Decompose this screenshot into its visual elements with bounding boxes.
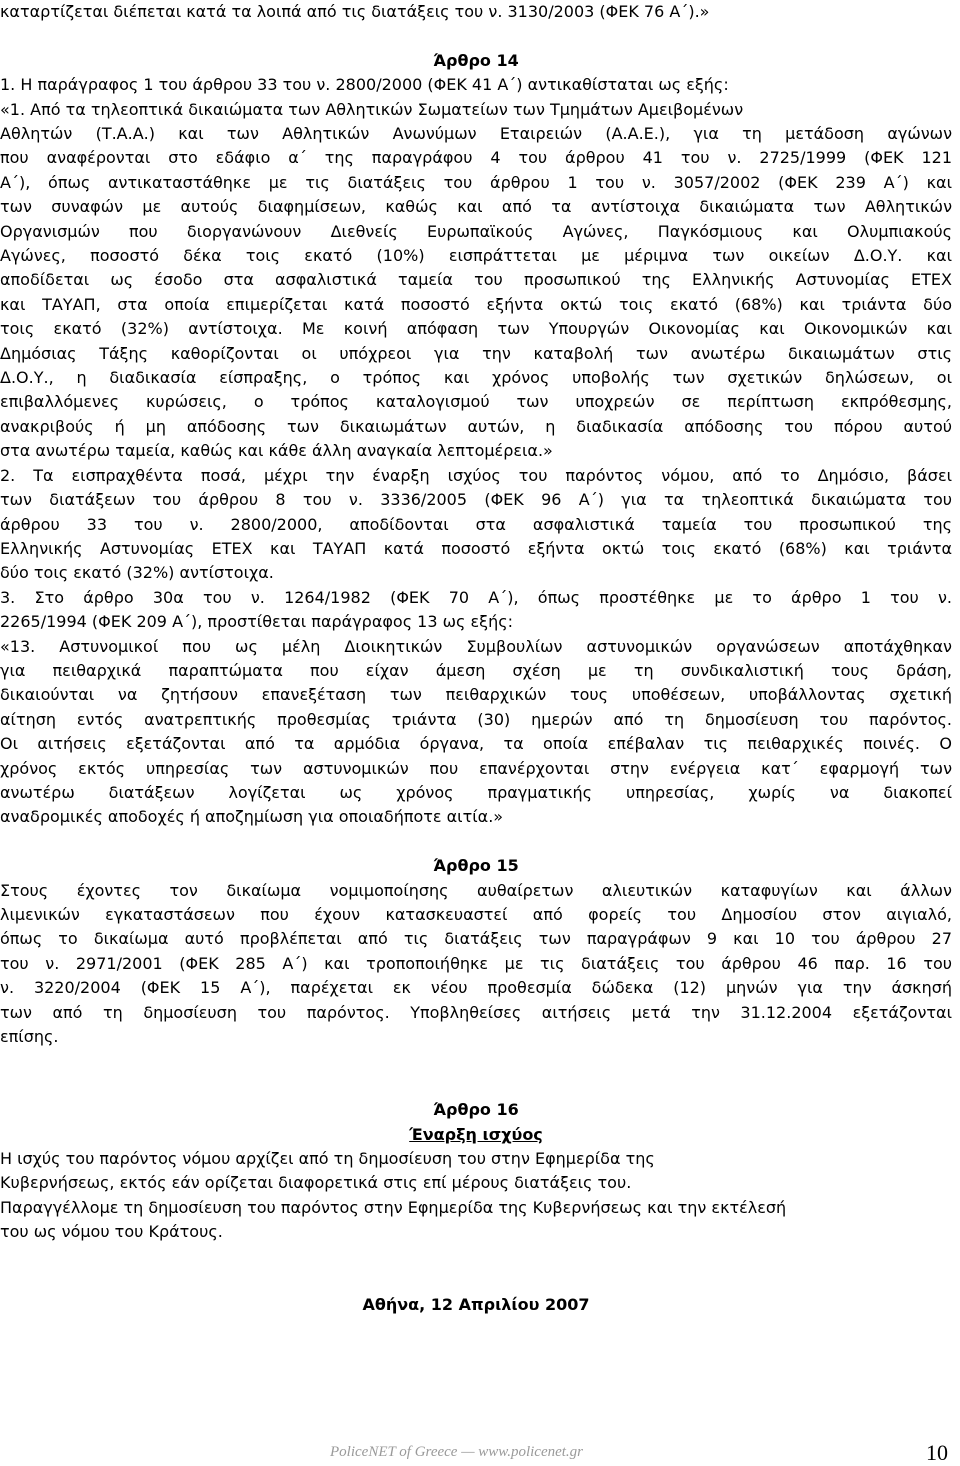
text-line: αποδίδεται ως έσοδο στα ασφαλιστικά ταμεία του προσωπικού της Ελληνικής Αστυνομίας ΕΤΕΧ [0,270,952,290]
text-line: Παραγγέλλομε τη δημοσίευση του παρόντος στην Εφημερίδα της Κυβερνήσεως και την εκτέλεσή [0,1197,787,1217]
text-line: Στους έχοντες τον δικαίωμα νομιμοποίησης αυθαίρετων αλιευτικών καταφυγίων και άλλων [0,880,952,900]
text-line: Οργανισμών που διοργανώνουν Διεθνείς Ευρωπαϊκούς Αγώνες, Παγκόσμιους και Ολυμπιακούς [0,221,952,241]
text-line: «1. Από τα τηλεοπτικά δικαιώματα των Αθλητικών Σωματείων των Τμημάτων Αμειβομένων [0,99,744,119]
text-line: του ως νόμου του Κράτους. [0,1222,223,1242]
text-line: Η ισχύς του παρόντος νόμου αρχίζει από τη δημοσίευση του στην Εφημερίδα της [0,1149,655,1169]
text-line: χρόνος εκτός υπηρεσίας των αστυνομικών που επανέρχονται στην ενέργεια κατ΄ εφαρμογή των [0,758,952,778]
text-line: που αναφέρονται στο εδάφιο α΄ της παραγράφου 4 του άρθρου 41 του ν. 2725/1999 (ΦΕΚ 121 [0,148,952,168]
text-line: ν. 3220/2004 (ΦΕΚ 15 Α΄), παρέχεται εκ νέου προθεσμία δώδεκα (12) μηνών για την άσκησή [0,978,952,998]
text-line: Ελληνικής Αστυνομίας ΕΤΕΧ και ΤΑΥΑΠ κατά ποσοστό εξήντα οκτώ τοις εκατό (68%) και τριάντα [0,538,952,558]
section-heading: Έναρξη ισχύος [409,1124,543,1144]
section-heading: Άρθρο 15 [433,856,519,876]
text-line: Α΄), όπως αντικαταστάθηκε με τις διατάξεις του άρθρου 1 του ν. 3057/2002 (ΦΕΚ 239 Α΄) και [0,172,952,192]
text-line: λιμενικών εγκαταστάσεων που έχουν κατασκευαστεί από φορείς του Δημοσίου στον αιγιαλό, [0,905,952,924]
text-line: στα ανωτέρω ταμεία, καθώς και κάθε άλλη αναγκαία λεπτομέρεια.» [0,441,553,461]
text-line: των διατάξεων του άρθρου 8 του ν. 3336/2005 (ΦΕΚ 96 Α΄) για τα τηλεοπτικά δικαιώματα του [0,490,952,510]
text-line: των από τη δημοσίευση του παρόντος. Υποβληθείσες αιτήσεις μετά την 31.12.2004 εξετάζονται [0,1002,952,1022]
text-line: δύο τοις εκατό (32%) αντίστοιχα. [0,563,274,583]
blank-line [0,830,952,854]
text-line: αίτηση εντός ανατρεπτικής προθεσμίας τριάντα (30) ημερών από τη δημοσίευση του παρόντος. [0,709,952,729]
text-line: καταρτίζεται διέπεται κατά τα λοιπά από τις διατάξεις του ν. 3130/2003 (ΦΕΚ 76 Α΄).» [0,2,710,21]
section-heading: Άρθρο 14 [433,50,519,70]
text-line: Δ.Ο.Υ., η διαδικασία είσπραξης, ο τρόπος και χρόνος υποβολής των σχετικών δηλώσεων, οι [0,368,952,388]
blank-line [0,1074,952,1098]
text-line: επιβαλλόμενες κυρώσεις, ο τρόπος καταλογισμού των υποχρεών σε περίπτωση εκπρόθεσμης, [0,392,952,412]
text-line: επίσης. [0,1027,59,1047]
blank-line [0,24,952,48]
text-line: Αγώνες, ποσοστό δέκα τοις εκατό (10%) εισπράττεται με μέριμνα των οικείων Δ.Ο.Υ. και [0,246,952,266]
footer-site-label: PoliceNET of Greece — www.policenet.gr [330,1444,584,1460]
text-line: και ΤΑΥΑΠ, στα οποία επιμερίζεται κατά ποσοστό εξήντα οκτώ τοις εκατό (68%) και τριάντα δύο [0,294,952,314]
text-line: Οι αιτήσεις εξετάζονται από τα αρμόδια όργανα, τα οποία επέβαλαν τις πειθαρχικές ποινές. Ο [0,734,952,754]
blank-line [0,1269,952,1293]
text-line: ανωτέρω διατάξεων λογίζεται ως χρόνος πραγματικής υπηρεσίας, χωρίς να διακοπεί [0,782,952,802]
page-footer [0,1440,952,1464]
text-line: ανακριβούς ή μη απόδοσης των δικαιωμάτων αυτών, η διαδικασία απόδοσης του πόρου αυτού [0,416,952,436]
section-heading: Άρθρο 16 [433,1100,519,1120]
text-line: 1. Η παράγραφος 1 του άρθρου 33 του ν. 2800/2000 (ΦΕΚ 41 Α΄) αντικαθίσταται ως εξής: [0,75,729,95]
text-line: όπως το δικαίωμα αυτό προβλέπεται από τις διατάξεις των παραγράφων 9 και 10 του άρθρου 27 [0,929,952,949]
text-line: των συναφών με αυτούς διαφημίσεων, καθώς και από τα αντίστοιχα δικαιώματα των Αθλητικών [0,197,952,217]
text-line: για πειθαρχικά παραπτώματα που είχαν άμεση σχέση με τη συνδικαλιστική τους δράση, [0,660,952,680]
text-line: 3. Στο άρθρο 30α του ν. 1264/1982 (ΦΕΚ 70 Α΄), όπως προστέθηκε με το άρθρο 1 του ν. [0,587,952,607]
blank-line [0,1049,952,1073]
text-line: 2265/1994 (ΦΕΚ 209 Α΄), προστίθεται παράγραφος 13 ως εξής: [0,612,513,632]
text-line: άρθρου 33 του ν. 2800/2000, αποδίδονται στα ασφαλιστικά ταμεία του προσωπικού της [0,514,952,534]
text-line: τοις εκατό (32%) αντίστοιχα. Με κοινή απόφαση των Υπουργών Οικονομίας και Οικονομικών και [0,319,952,339]
text-line: δικαιούνται να ζητήσουν επανεξέταση των πειθαρχικών τους υποθέσεων, υποβάλλοντας σχετική [0,685,952,705]
page-number: 10 [926,1440,948,1465]
text-line: του ν. 2971/2001 (ΦΕΚ 285 Α΄) και τροποποιήθηκε με τις διατάξεις του άρθρου 46 παρ. 16 του [0,953,952,973]
blank-line [0,1245,952,1269]
text-line: Αθλητών (Τ.Α.Α.) και των Αθλητικών Ανωνύμων Εταιρειών (Α.Α.Ε.), για τη μετάδοση αγώνων [0,124,952,144]
section-heading: Αθήνα, 12 Απριλίου 2007 [362,1295,590,1315]
text-line: αναδρομικές αποδοχές ή αποζημίωση για οποιαδήποτε αιτία.» [0,807,504,827]
text-line: Δημόσιας Τάξης καθορίζονται οι υπόχρεοι για την καταβολή των ανωτέρω δικαιωμάτων στις [0,343,952,363]
text-line: 2. Τα εισπραχθέντα ποσά, μέχρι την έναρξη ισχύος του παρόντος νόμου, από το Δημόσιο, βάσει [0,465,952,485]
text-line: «13. Αστυνομικοί που ως μέλη Διοικητικών Συμβουλίων αστυνομικών οργανώσεων αποτάχθηκαν [0,636,952,656]
text-line: Κυβερνήσεως, εκτός εάν ορίζεται διαφορετικά στις επί μέρους διατάξεις του. [0,1173,632,1193]
